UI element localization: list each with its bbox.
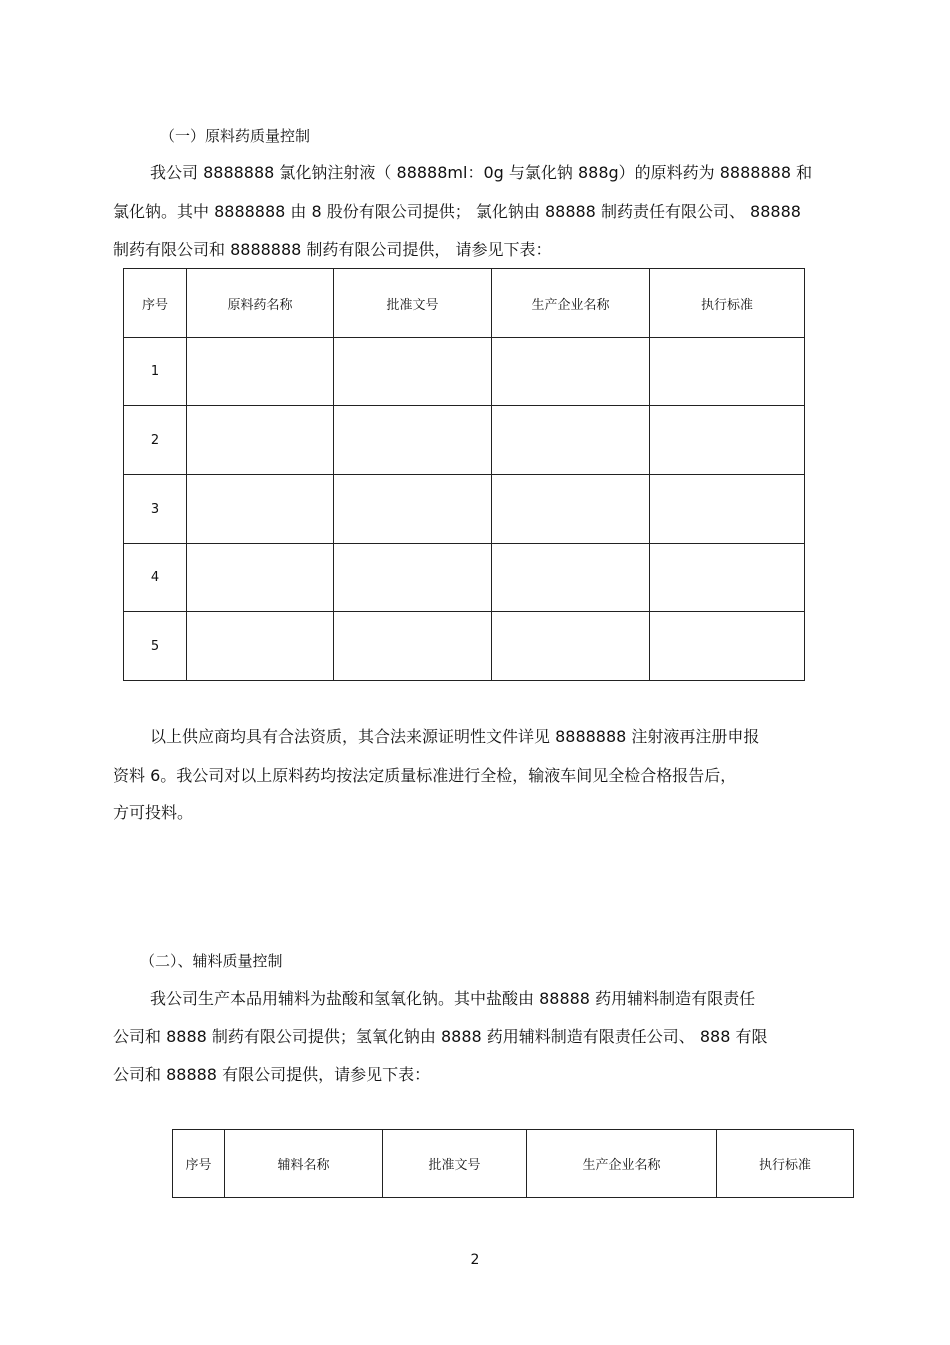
raw-material-table bbox=[123, 268, 805, 681]
table-row bbox=[124, 475, 805, 544]
section1-para-line: 氯化钠。其中 8888888 由 8 股份有限公司提供； 氯化钠由 88888 制药责任有限公司、 88888 bbox=[113, 202, 801, 221]
row-index: 5 bbox=[124, 612, 187, 681]
section1-note-line: 资料 6。我公司对以上原料药均按法定质量标准进行全检，输液车间见全检合格报告后， bbox=[113, 766, 737, 785]
section2-para-line: 我公司生产本品用辅料为盐酸和氢氧化钠。其中盐酸由 88888 药用辅料制造有限责任 bbox=[150, 989, 756, 1008]
table-row bbox=[124, 406, 805, 475]
section1-heading: （一）原料药质量控制 bbox=[160, 127, 311, 145]
row-index: 3 bbox=[124, 475, 187, 544]
table-header-cell: 生产企业名称 bbox=[527, 1130, 717, 1198]
section2-para-line: 公司和 88888 有限公司提供，请参见下表： bbox=[113, 1065, 431, 1084]
row-index: 1 bbox=[124, 338, 187, 406]
section1-para-line: 我公司 8888888 氯化钠注射液（ 88888ml：0g 与氯化钠 888g）的原料药为 8888888 和 bbox=[150, 163, 813, 182]
table-header-cell: 序号 bbox=[124, 269, 187, 338]
table-header-cell: 生产企业名称 bbox=[492, 269, 650, 338]
section1-note-line: 方可投料。 bbox=[113, 803, 194, 822]
section2-heading: （二）、辅料质量控制 bbox=[140, 952, 283, 970]
table-row bbox=[124, 338, 805, 406]
row-index: 2 bbox=[124, 406, 187, 475]
section2-para-line: 公司和 8888 制药有限公司提供；氢氧化钠由 8888 药用辅料制造有限责任公司、 888 有限 bbox=[113, 1027, 768, 1046]
section1-note-line: 以上供应商均具有合法资质，其合法来源证明性文件详见 8888888 注射液再注册申报 bbox=[150, 727, 760, 746]
row-index: 4 bbox=[124, 544, 187, 612]
page-number: 2 bbox=[470, 1252, 480, 1268]
table-header-cell: 原料药名称 bbox=[187, 269, 334, 338]
table-row bbox=[124, 544, 805, 612]
table-header-cell: 执行标准 bbox=[650, 269, 805, 338]
table-header-cell: 执行标准 bbox=[717, 1130, 854, 1198]
table-header-cell: 批准文号 bbox=[383, 1130, 527, 1198]
table-header-cell: 辅料名称 bbox=[225, 1130, 383, 1198]
excipient-table bbox=[172, 1129, 854, 1198]
table-header-cell: 序号 bbox=[173, 1130, 225, 1198]
section1-para-line: 制药有限公司和 8888888 制药有限公司提供， 请参见下表： bbox=[113, 240, 552, 259]
table-header-cell: 批准文号 bbox=[334, 269, 492, 338]
table-row bbox=[124, 612, 805, 681]
